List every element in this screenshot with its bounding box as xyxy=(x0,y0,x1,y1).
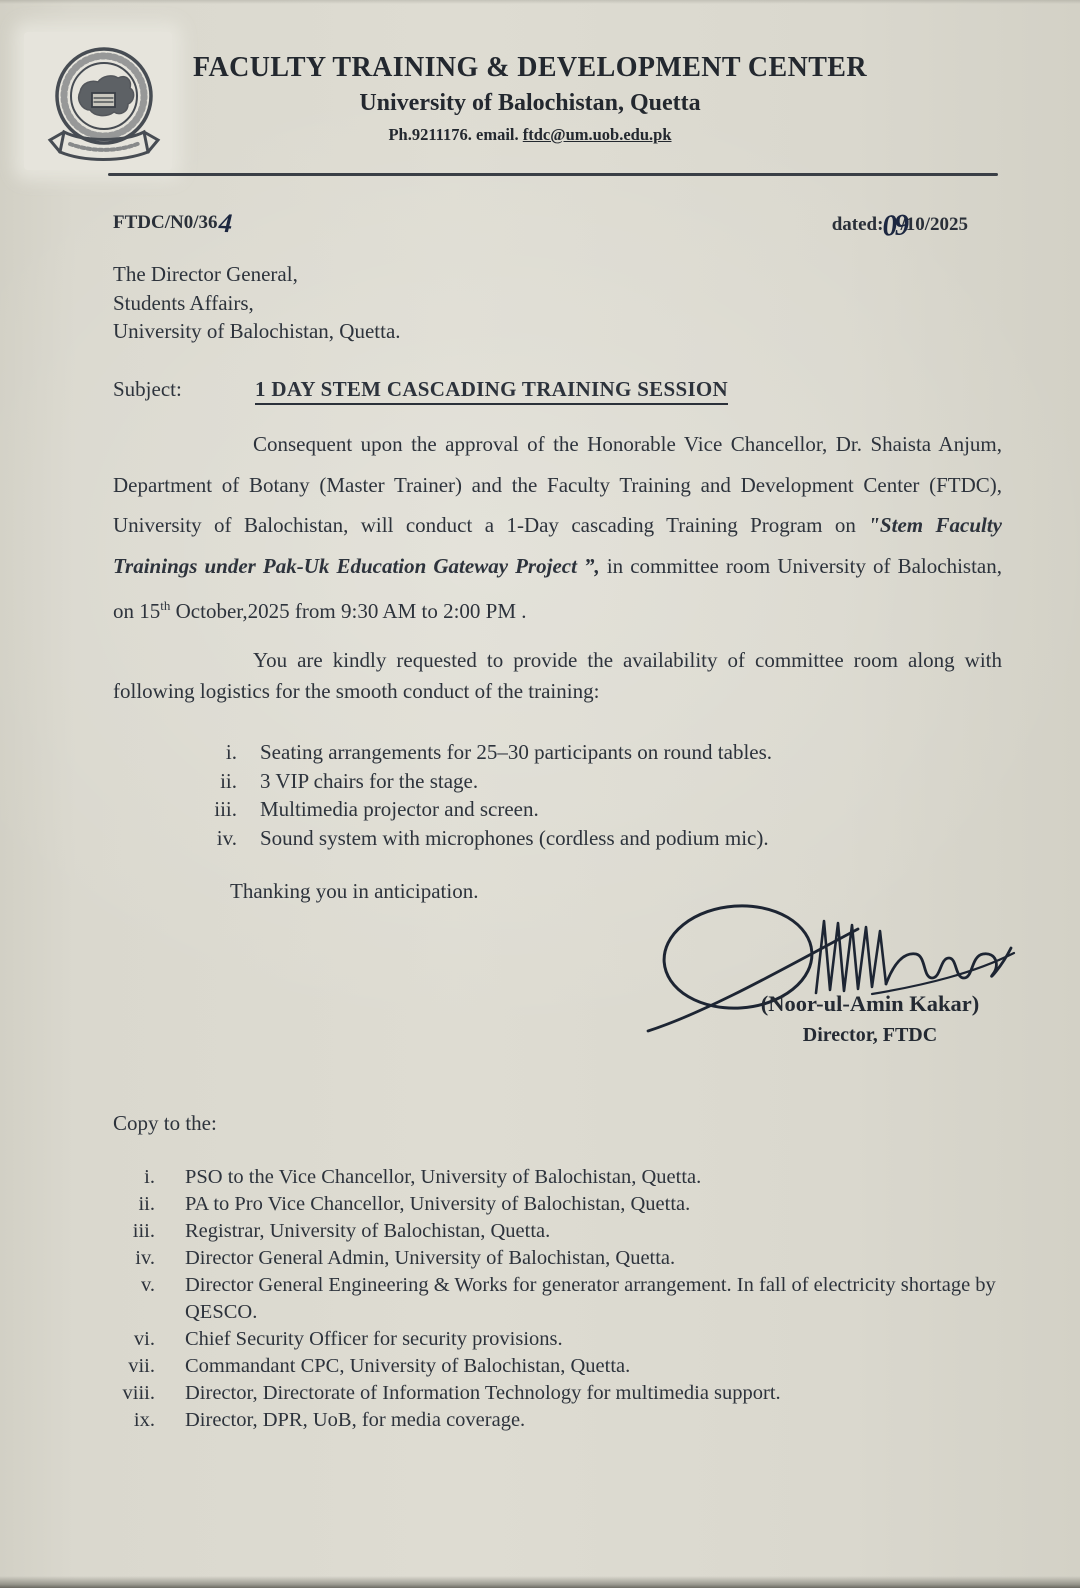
list-number: vii. xyxy=(128,1355,155,1377)
addressee-line-1: The Director General, xyxy=(113,262,298,286)
copy-distribution-list xyxy=(95,1164,1015,1434)
letterhead xyxy=(150,52,910,145)
list-text: Multimedia projector and screen. xyxy=(260,797,539,821)
contact-line xyxy=(150,125,910,145)
organization-name: FACULTY TRAINING & DEVELOPMENT CENTER xyxy=(193,52,867,83)
reference-number-typed: FTDC/N0/36 xyxy=(113,212,218,233)
list-item xyxy=(95,1164,1015,1191)
body-paragraph-2: You are kindly requested to provide the availability of committee room along with following logistics for the smooth conduct of the training: xyxy=(113,648,1002,703)
list-text: PSO to the Vice Chancellor, University of Balochistan, Quetta. xyxy=(185,1166,702,1188)
signatory-name: (Noor-ul-Amin Kakar) xyxy=(760,991,980,1016)
list-number: i. xyxy=(144,1166,155,1188)
list-number: ix. xyxy=(133,1409,155,1431)
list-number: v. xyxy=(140,1274,155,1296)
list-text: Registrar, University of Balochistan, Quetta. xyxy=(185,1220,551,1242)
university-name: University of Balochistan, Quetta xyxy=(359,90,701,116)
scan-edge-shadow-top xyxy=(0,0,1080,4)
closing-line: Thanking you in anticipation. xyxy=(230,879,479,903)
subject-label: Subject: xyxy=(113,377,182,401)
date-line xyxy=(831,204,968,243)
list-item xyxy=(95,1218,1015,1245)
reference-number-handwritten: 4 xyxy=(217,207,231,239)
list-item xyxy=(95,1326,1015,1353)
list-number: iii. xyxy=(214,797,237,821)
list-item xyxy=(113,738,973,766)
copy-to-label: Copy to the: xyxy=(113,1111,217,1135)
list-number: ii. xyxy=(138,1193,155,1215)
logistics-list xyxy=(113,738,973,852)
signatory-title: Director, FTDC xyxy=(802,1024,938,1046)
addressee-block xyxy=(113,260,401,346)
list-text: Director General Engineering & Works for generator arrangement. In fall of electricity shortage by QESCO. xyxy=(185,1274,996,1323)
addressee-line-3: University of Balochistan, Quetta. xyxy=(113,319,401,343)
list-text: PA to Pro Vice Chancellor, University of Balochistan, Quetta. xyxy=(185,1193,691,1215)
addressee-line-2: Students Affairs, xyxy=(113,290,254,315)
list-number: iv. xyxy=(216,825,237,850)
list-number: viii. xyxy=(122,1382,155,1404)
list-item xyxy=(95,1407,1015,1434)
list-item xyxy=(95,1353,1015,1380)
body-paragraph-1 xyxy=(113,424,1002,632)
paragraph-1-tail: in committee room University of Balochistan, on 15 xyxy=(113,553,1003,623)
list-number: ii. xyxy=(220,768,237,793)
dated-label: dated: xyxy=(831,214,884,235)
scan-edge-shadow-bottom xyxy=(0,1576,1080,1588)
list-item xyxy=(113,767,973,795)
list-text: Seating arrangements for 25–30 participants on round tables. xyxy=(260,740,773,764)
list-number: vi. xyxy=(133,1328,155,1350)
date-typed: /10/2025 xyxy=(900,214,968,235)
reference-number xyxy=(113,204,231,239)
paragraph-1-lead: Consequent upon the approval of the Honorable Vice Chancellor, Dr. Shaista Anjum, Department of Botany (Master Trainer) and the Faculty Training and Development Center (FTDC), University of Balochistan, will conduct a 1-Day cascading Training Program on xyxy=(113,432,1002,537)
list-item xyxy=(95,1272,1015,1326)
list-item xyxy=(113,795,973,823)
phone-and-email-prefix: Ph.9211176. email. xyxy=(388,125,523,144)
list-number: i. xyxy=(225,740,237,764)
list-item xyxy=(95,1191,1015,1218)
subject-title: 1 DAY STEM CASCADING TRAINING SESSION xyxy=(255,377,728,405)
list-text: Sound system with microphones (cordless and podium mic). xyxy=(260,825,769,850)
letterhead-divider xyxy=(108,173,998,176)
list-text: Director, DPR, UoB, for media coverage. xyxy=(185,1409,526,1431)
subject-row xyxy=(113,377,728,402)
list-text: Commandant CPC, University of Balochistan, Quetta. xyxy=(185,1355,631,1377)
list-item xyxy=(95,1245,1015,1272)
list-text: Chief Security Officer for security provisions. xyxy=(185,1328,563,1350)
date-day-handwritten: 09 xyxy=(881,208,908,243)
paragraph-1-end: October,2025 from 9:30 AM to 2:00 PM . xyxy=(170,599,527,623)
email-address: ftdc@um.uob.edu.pk xyxy=(522,125,672,144)
list-number: iv. xyxy=(135,1247,155,1269)
ordinal-superscript: th xyxy=(160,598,171,613)
list-item xyxy=(95,1380,1015,1407)
training-program-title-emphasis: "Stem Faculty Trainings under Pak-Uk Education Gateway Project ”, xyxy=(113,513,1002,578)
list-text: Director, Directorate of Information Technology for multimedia support. xyxy=(185,1382,781,1404)
list-item xyxy=(113,824,973,852)
list-number: iii. xyxy=(132,1220,155,1242)
list-text: 3 VIP chairs for the stage. xyxy=(260,768,479,793)
list-text: Director General Admin, University of Balochistan, Quetta. xyxy=(185,1247,676,1269)
handwritten-signature xyxy=(640,893,1025,1043)
